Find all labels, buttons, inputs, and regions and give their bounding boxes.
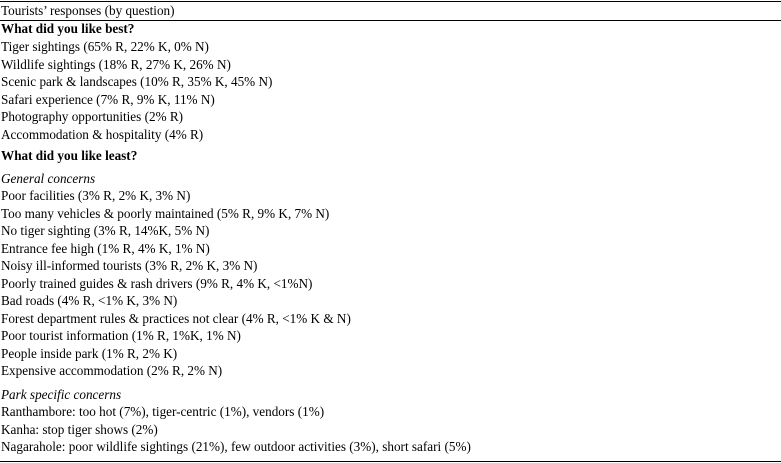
park-specific-subheading: Park specific concerns xyxy=(1,387,122,402)
list-item: Expensive accommodation (2% R, 2% N) xyxy=(1,363,223,378)
list-item: Noisy ill-informed tourists (3% R, 2% K, 3% N) xyxy=(1,258,258,273)
list-item: Wildlife sightings (18% R, 27% K, 26% N) xyxy=(1,57,231,72)
list-item: Accommodation & hospitality (4% R) xyxy=(1,127,204,142)
list-item: People inside park (1% R, 2% K) xyxy=(1,346,178,361)
list-item: Poor facilities (3% R, 2% K, 3% N) xyxy=(1,188,191,203)
list-item: Safari experience (7% R, 9% K, 11% N) xyxy=(1,92,215,107)
list-item: Kanha: stop tiger shows (2%) xyxy=(1,422,158,437)
list-item: Entrance fee high (1% R, 4% K, 1% N) xyxy=(1,241,210,256)
list-item: Ranthambore: too hot (7%), tiger-centric (1%), vendors (1%) xyxy=(1,404,325,419)
list-item: Forest department rules & practices not clear (4% R, <1% K & N) xyxy=(1,311,351,326)
best-heading: What did you like best? xyxy=(1,21,135,36)
list-item: Bad roads (4% R, <1% K, 3% N) xyxy=(1,293,178,308)
bottom-rule xyxy=(0,461,781,462)
list-item: No tiger sighting (3% R, 14%K, 5% N) xyxy=(1,223,210,238)
general-concerns-subheading: General concerns xyxy=(1,171,96,186)
least-heading: What did you like least? xyxy=(1,148,138,163)
list-item: Nagarahole: poor wildlife sightings (21%), few outdoor activities (3%), short safari (5%) xyxy=(1,439,471,454)
list-item: Tiger sightings (65% R, 22% K, 0% N) xyxy=(1,39,209,54)
table-header: Tourists’ responses (by question) xyxy=(1,3,175,18)
list-item: Photography opportunities (2% R) xyxy=(1,109,184,124)
list-item: Poor tourist information (1% R, 1%K, 1% N) xyxy=(1,328,241,343)
list-item: Too many vehicles & poorly maintained (5% R, 9% K, 7% N) xyxy=(1,206,330,221)
list-item: Scenic park & landscapes (10% R, 35% K, 45% N) xyxy=(1,74,273,89)
list-item: Poorly trained guides & rash drivers (9% R, 4% K, <1%N) xyxy=(1,276,313,291)
